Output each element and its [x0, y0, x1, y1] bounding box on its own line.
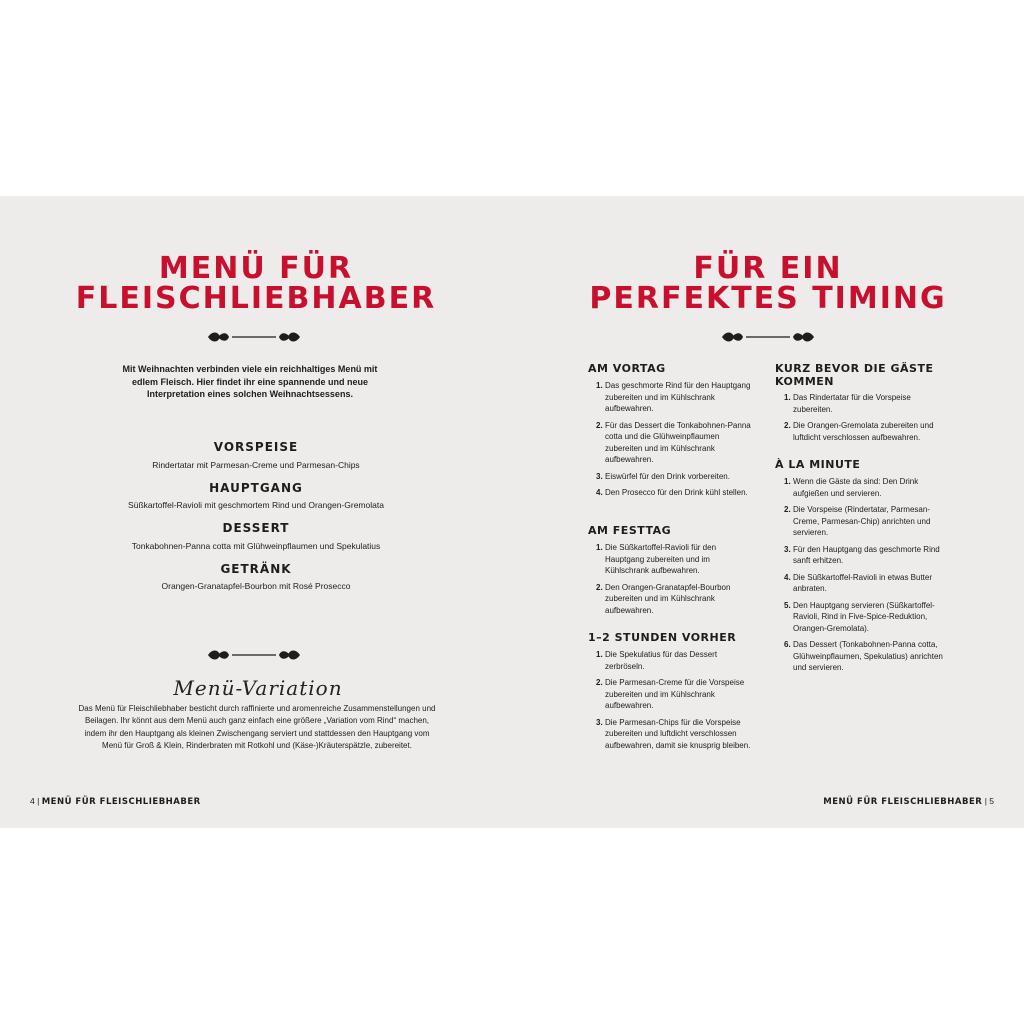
list-number: 5. — [784, 600, 791, 610]
timing-list-stunden-vorher — [596, 649, 756, 756]
flourish-divider-icon — [206, 649, 302, 661]
list-item-text: Das Rindertatar für die Vorspeise zubereiten. — [793, 393, 911, 414]
left-title-line-2: FLEISCHLIEBHABER — [75, 281, 437, 316]
folio-title-right: MENÜ FÜR FLEISCHLIEBHABER — [823, 797, 983, 807]
list-item-text: Eiswürfel für den Drink vorbereiten. — [605, 471, 730, 481]
list-number: 1. — [784, 393, 791, 402]
list-item-text: Das geschmorte Rind für den Hauptgang zubereiten und im Kühlschrank aufbewahren. — [605, 381, 751, 413]
list-item-text: Die Süßkartoffel-Ravioli in etwas Butter anbraten. — [793, 572, 933, 593]
timing-heading-stunden-vorher: 1–2 STUNDEN VORHER — [588, 631, 737, 644]
list-item-text: Den Hauptgang servieren (Süßkartoffel-Ravioli, Rind in Five-Spice-Reduktion, Orangen-Gremolata). — [793, 600, 935, 633]
folio-title-left: MENÜ FÜR FLEISCHLIEBHABER — [41, 797, 201, 807]
list-item — [596, 717, 756, 752]
timing-list-am-festtag — [596, 542, 756, 621]
list-item — [596, 582, 756, 617]
right-title-line-2: PERFEKTES TIMING — [589, 281, 947, 316]
list-item — [784, 392, 950, 415]
list-item — [596, 542, 756, 577]
timing-heading-a-la-minute: À LA MINUTE — [775, 458, 861, 471]
course-heading-dessert: DESSERT — [222, 521, 290, 535]
list-number: 1. — [596, 381, 603, 390]
list-item — [596, 677, 756, 712]
page-number-left: 4 — [30, 796, 35, 806]
page-number-right: 5 — [989, 796, 994, 806]
list-item-text: Den Prosecco für den Drink kühl stellen. — [605, 488, 748, 497]
list-number: 4. — [596, 488, 603, 497]
list-item-text: Die Orangen-Gremolata zubereiten und luftdicht verschlossen aufbewahren. — [793, 421, 934, 442]
list-item-text: Die Süßkartoffel-Ravioli für den Hauptgang zubereiten und im Kühlschrank aufbewahren. — [605, 543, 717, 575]
course-heading-getraenk: GETRÄNK — [220, 562, 292, 576]
timing-list-am-vortag — [596, 380, 756, 504]
list-item — [596, 380, 756, 415]
folio-right — [823, 796, 994, 807]
list-number: 1. — [596, 650, 603, 659]
list-item-text: Die Parmesan-Creme für die Vorspeise zubereiten und im Kühlschrank aufbewahren. — [605, 678, 745, 710]
list-number: 1. — [596, 543, 603, 552]
menu-intro: Mit Weihnachten verbinden viele ein reichhaltiges Menü mit edlem Fleisch. Hier findet ihr eine spannende und neue Interpretation eines solchen Weihnachtsessens. — [122, 364, 378, 399]
list-number: 2. — [596, 678, 603, 687]
list-item-text: Die Spekulatius für das Dessert zerbröseln. — [605, 650, 718, 671]
list-item-text: Für das Dessert die Tonkabohnen-Panna cotta und die Glühweinpflaumen zubereiten und im Kühlschrank aufbewahren. — [605, 420, 751, 464]
list-number: 3. — [596, 471, 603, 481]
list-item-text: Das Dessert (Tonkabohnen-Panna cotta, Glühweinpflaumen, Spekulatius) anrichten und servieren. — [793, 640, 943, 672]
list-item — [784, 476, 950, 499]
list-item — [596, 649, 756, 672]
course-heading-vorspeise: VORSPEISE — [213, 440, 299, 454]
left-title-line-1: MENÜ FÜR — [158, 251, 354, 286]
list-item — [596, 420, 756, 466]
list-item-text: Die Vorspeise (Rindertatar, Parmesan-Creme, Parmesan-Chip) anrichten und servieren. — [793, 505, 931, 537]
list-number: 4. — [784, 572, 791, 582]
folio-separator: | — [37, 796, 42, 806]
list-item — [784, 420, 950, 443]
list-item — [784, 639, 950, 674]
list-item-text: Den Orangen-Granatapfel-Bourbon zubereiten und im Kühlschrank aufbewahren. — [605, 582, 731, 615]
flourish-divider-icon — [720, 331, 816, 343]
list-number: 3. — [784, 544, 791, 554]
folio-left — [30, 796, 201, 807]
right-title-line-1: FÜR EIN — [693, 251, 843, 286]
list-item-text: Wenn die Gäste da sind: Den Drink aufgießen und servieren. — [793, 477, 919, 498]
list-item — [596, 487, 756, 499]
left-page-title — [56, 251, 456, 316]
variation-title: Menü-Variation — [173, 676, 343, 700]
list-number: 2. — [596, 420, 603, 430]
list-number: 3. — [596, 717, 603, 727]
course-heading-hauptgang: HAUPTGANG — [209, 481, 303, 495]
list-item — [784, 572, 950, 595]
timing-list-a-la-minute — [784, 476, 950, 679]
list-item — [596, 471, 756, 483]
folio-separator: | — [984, 796, 990, 806]
course-text-getraenk: Orangen-Granatapfel-Bourbon mit Rosé Prosecco — [161, 581, 351, 591]
list-number: 2. — [784, 421, 791, 430]
list-item-text: Die Parmesan-Chips für die Vorspeise zubereiten und luftdicht verschlossen aufbewahren, damit sie knusprig bleiben. — [605, 717, 751, 750]
list-number: 2. — [596, 582, 603, 592]
list-number: 1. — [784, 477, 791, 486]
list-item — [784, 544, 950, 567]
flourish-divider-icon — [206, 331, 302, 343]
timing-heading-kurz-bevor: KURZ BEVOR DIE GÄSTE KOMMEN — [775, 362, 934, 388]
list-number: 2. — [784, 505, 791, 514]
course-text-dessert: Tonkabohnen-Panna cotta mit Glühweinpflaumen und Spekulatius — [131, 541, 381, 551]
variation-text: Das Menü für Fleischliebhaber besticht durch raffinierte und aromenreiche Zusammenstellungen und Beilagen. Ihr könnt aus dem Menü auch ganz einfach eine größere „Variation vom Rind“ machen, indem ihr den Hauptgang als kleinen Zwischengang serviert und stattdessen den Hauptgang vom Menü für Groß & Klein, Rinderbraten mit Rotkohl und (Käse-)Kräuterspätzle, zubereitet. — [78, 704, 436, 751]
list-item — [784, 600, 950, 635]
course-text-vorspeise: Rindertatar mit Parmesan-Creme und Parmesan-Chips — [152, 460, 360, 470]
list-item-text: Für den Hauptgang das geschmorte Rind sanft erhitzen. — [793, 544, 940, 565]
timing-list-kurz-bevor — [784, 392, 950, 448]
timing-heading-am-vortag: AM VORTAG — [588, 362, 666, 375]
timing-heading-am-festtag: AM FESTTAG — [588, 524, 672, 537]
list-item — [784, 504, 950, 539]
right-page-title — [568, 251, 968, 316]
list-number: 6. — [784, 640, 791, 649]
course-text-hauptgang: Süßkartoffel-Ravioli mit geschmortem Rind und Orangen-Gremolata — [128, 500, 384, 510]
